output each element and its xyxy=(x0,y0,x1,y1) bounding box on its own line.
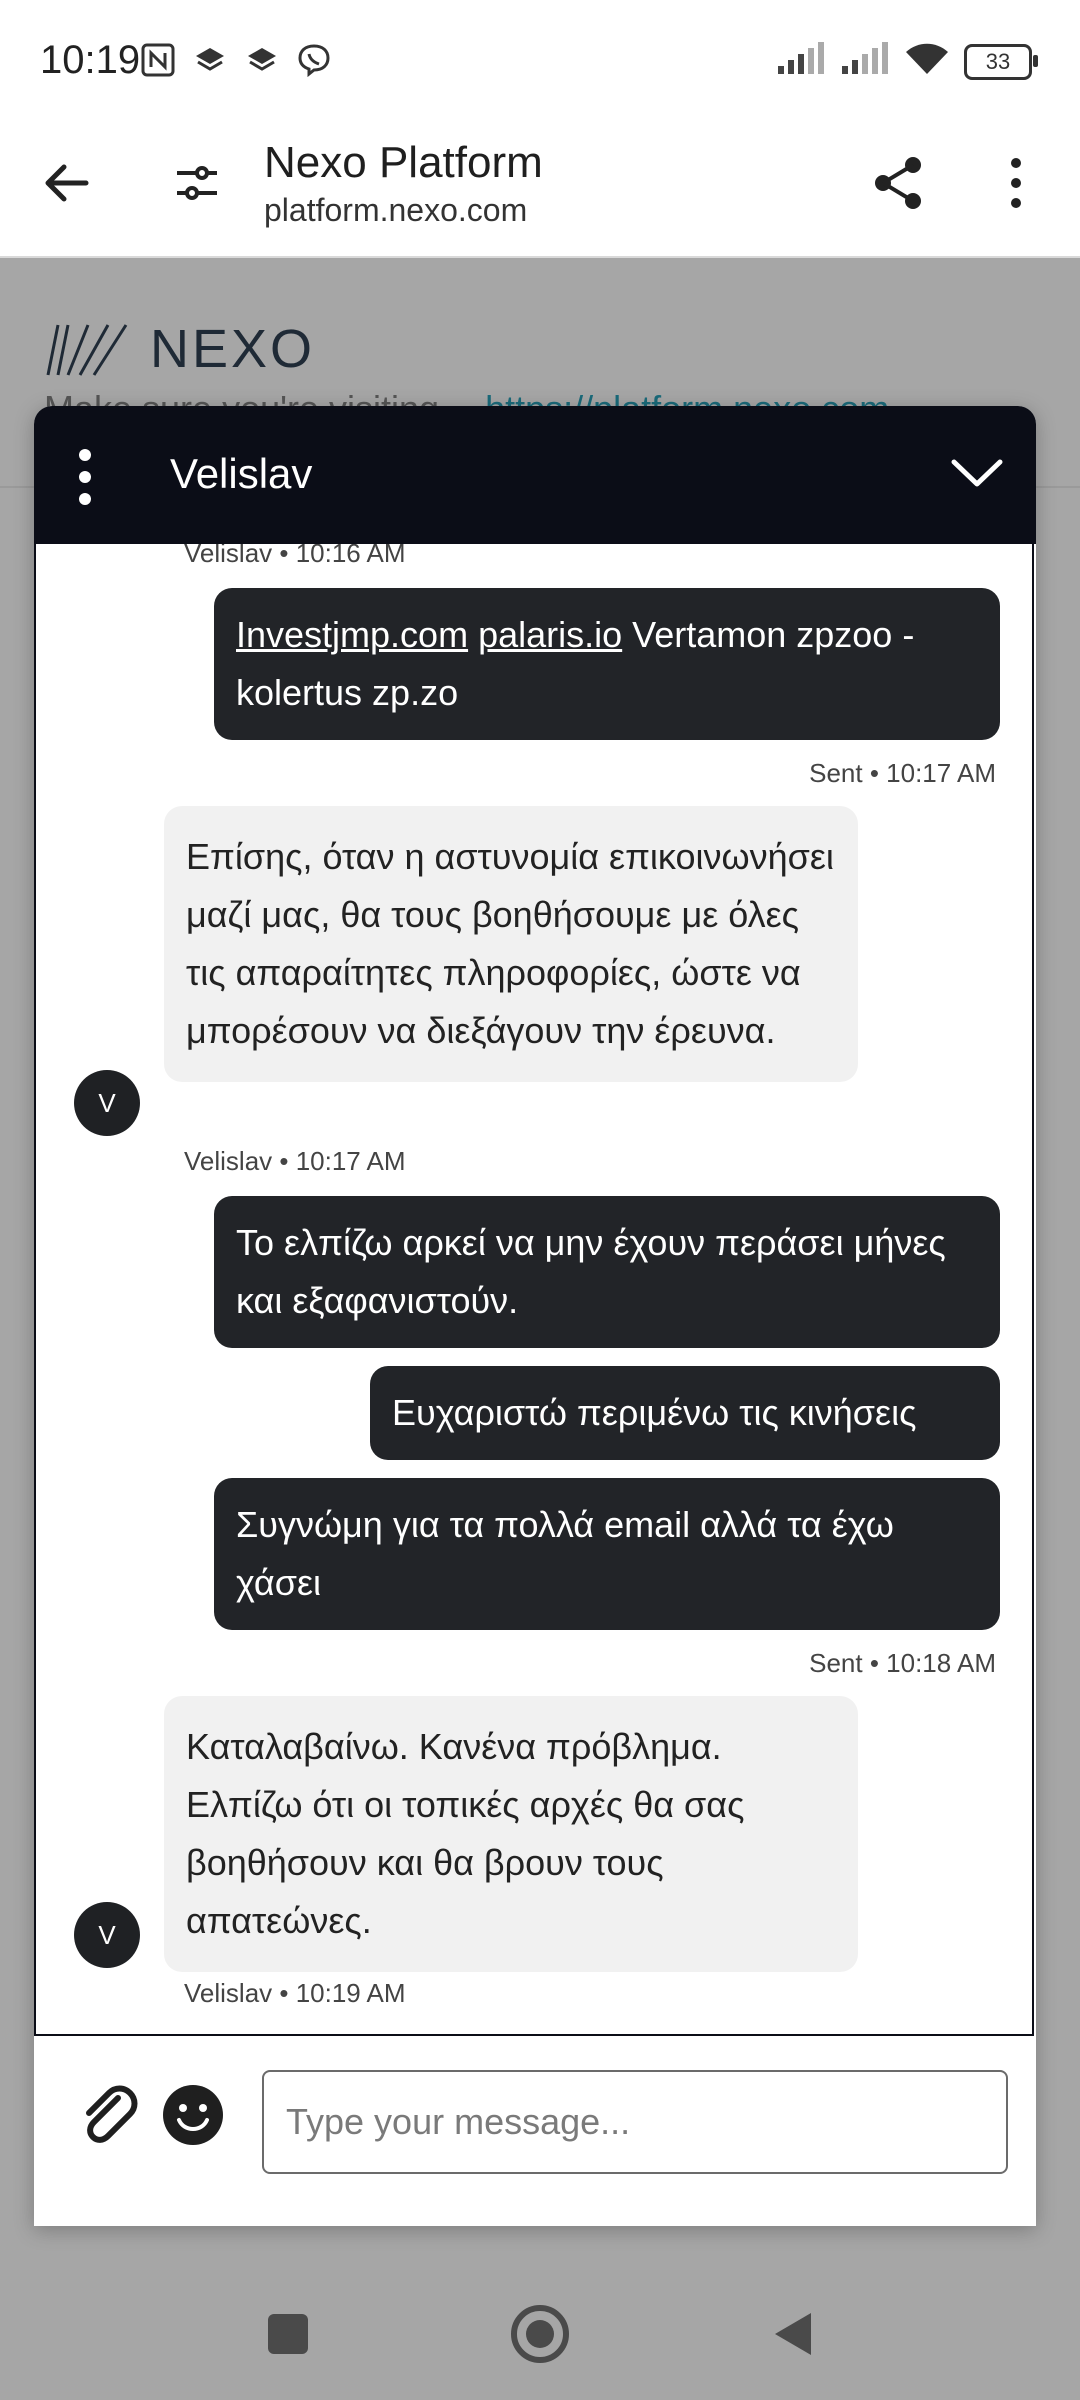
outgoing-message: Συγνώμη για τα πολλά email αλλά τα έχω χάσει xyxy=(214,1478,1000,1630)
outgoing-message: Investjmp.com palaris.io Vertamon zpzoo - kolertus zp.zo xyxy=(214,588,1000,740)
status-notification-icons xyxy=(140,42,332,78)
arrow-left-icon xyxy=(42,158,92,208)
layers-icon xyxy=(244,42,280,78)
viber-icon xyxy=(296,42,332,78)
home-button[interactable] xyxy=(504,2298,576,2370)
message-link[interactable]: Investjmp.com xyxy=(236,614,469,655)
recents-button[interactable] xyxy=(252,2298,324,2370)
triangle-back-icon xyxy=(769,2309,815,2359)
incoming-message: Επίσης, όταν η αστυνομία επικοινωνήσει μαζί μας, θα τους βοηθήσουμε με όλες τις απαραίτητες πληροφορίες, ώστε να μπορέσουν να διεξάγουν την έρευνα. xyxy=(164,806,858,1082)
status-time: 10:19 xyxy=(40,38,141,82)
incoming-message: Καταλαβαίνω. Κανένα πρόβλημα. Ελπίζω ότι οι τοπικές αρχές θα σας βοηθήσουν και θα βρουν τους απατεώνες. xyxy=(164,1696,858,1972)
page-title: Nexo Platform xyxy=(264,138,543,187)
message-meta: Sent • 10:17 AM xyxy=(809,758,996,788)
message-list[interactable] xyxy=(34,544,1034,2036)
tune-icon xyxy=(173,159,221,207)
nexo-wordmark: NEXO xyxy=(150,319,316,379)
chat-header xyxy=(34,406,1036,544)
smiley-icon xyxy=(162,2084,224,2146)
nfc-icon xyxy=(140,42,176,78)
avatar: V xyxy=(74,1902,140,1968)
more-vert-icon xyxy=(1008,157,1024,209)
message-meta: Velislav • 10:17 AM xyxy=(184,1146,406,1176)
message-meta: Velislav • 10:19 AM xyxy=(184,1978,406,2008)
collapse-chat-button[interactable] xyxy=(944,440,1010,506)
share-icon xyxy=(871,155,927,211)
signal-icon xyxy=(840,42,890,81)
more-vert-icon xyxy=(77,449,93,505)
chevron-down-icon xyxy=(950,456,1004,490)
home-circle-icon xyxy=(510,2304,570,2364)
site-settings-button[interactable] xyxy=(164,150,230,216)
chat-menu-button[interactable] xyxy=(60,444,110,510)
square-icon xyxy=(266,2312,310,2356)
message-link[interactable]: palaris.io xyxy=(478,614,623,655)
message-meta: Velislav • 10:16 AM xyxy=(184,544,406,568)
system-navigation-bar xyxy=(0,2268,1080,2400)
back-button[interactable] xyxy=(34,150,100,216)
nexo-logo xyxy=(44,318,315,380)
outgoing-message: Ευχαριστώ περιμένω τις κινήσεις xyxy=(370,1366,1000,1460)
battery-indicator: 33 xyxy=(964,44,1032,80)
emoji-button[interactable] xyxy=(158,2080,228,2150)
attach-file-button[interactable] xyxy=(74,2080,144,2150)
status-bar xyxy=(0,0,1080,128)
avatar: V xyxy=(74,1070,140,1136)
browser-toolbar xyxy=(0,128,1080,258)
signal-icon xyxy=(776,42,826,81)
wifi-icon xyxy=(904,42,950,81)
message-meta: Sent • 10:18 AM xyxy=(809,1648,996,1678)
paperclip-icon xyxy=(78,2084,140,2146)
layers-icon xyxy=(192,42,228,78)
more-options-button[interactable] xyxy=(986,148,1046,218)
status-system-icons xyxy=(776,42,1032,81)
chat-agent-name: Velislav xyxy=(170,450,313,497)
message-composer xyxy=(34,2036,1036,2226)
nexo-logo-icon xyxy=(44,321,128,377)
message-input[interactable] xyxy=(262,2070,1008,2174)
share-button[interactable] xyxy=(864,148,934,218)
page-url: platform.nexo.com xyxy=(264,192,528,228)
chat-widget xyxy=(34,406,1036,2226)
back-nav-button[interactable] xyxy=(756,2298,828,2370)
outgoing-message: Το ελπίζω αρκεί να μην έχουν περάσει μήνες και εξαφανιστούν. xyxy=(214,1196,1000,1348)
